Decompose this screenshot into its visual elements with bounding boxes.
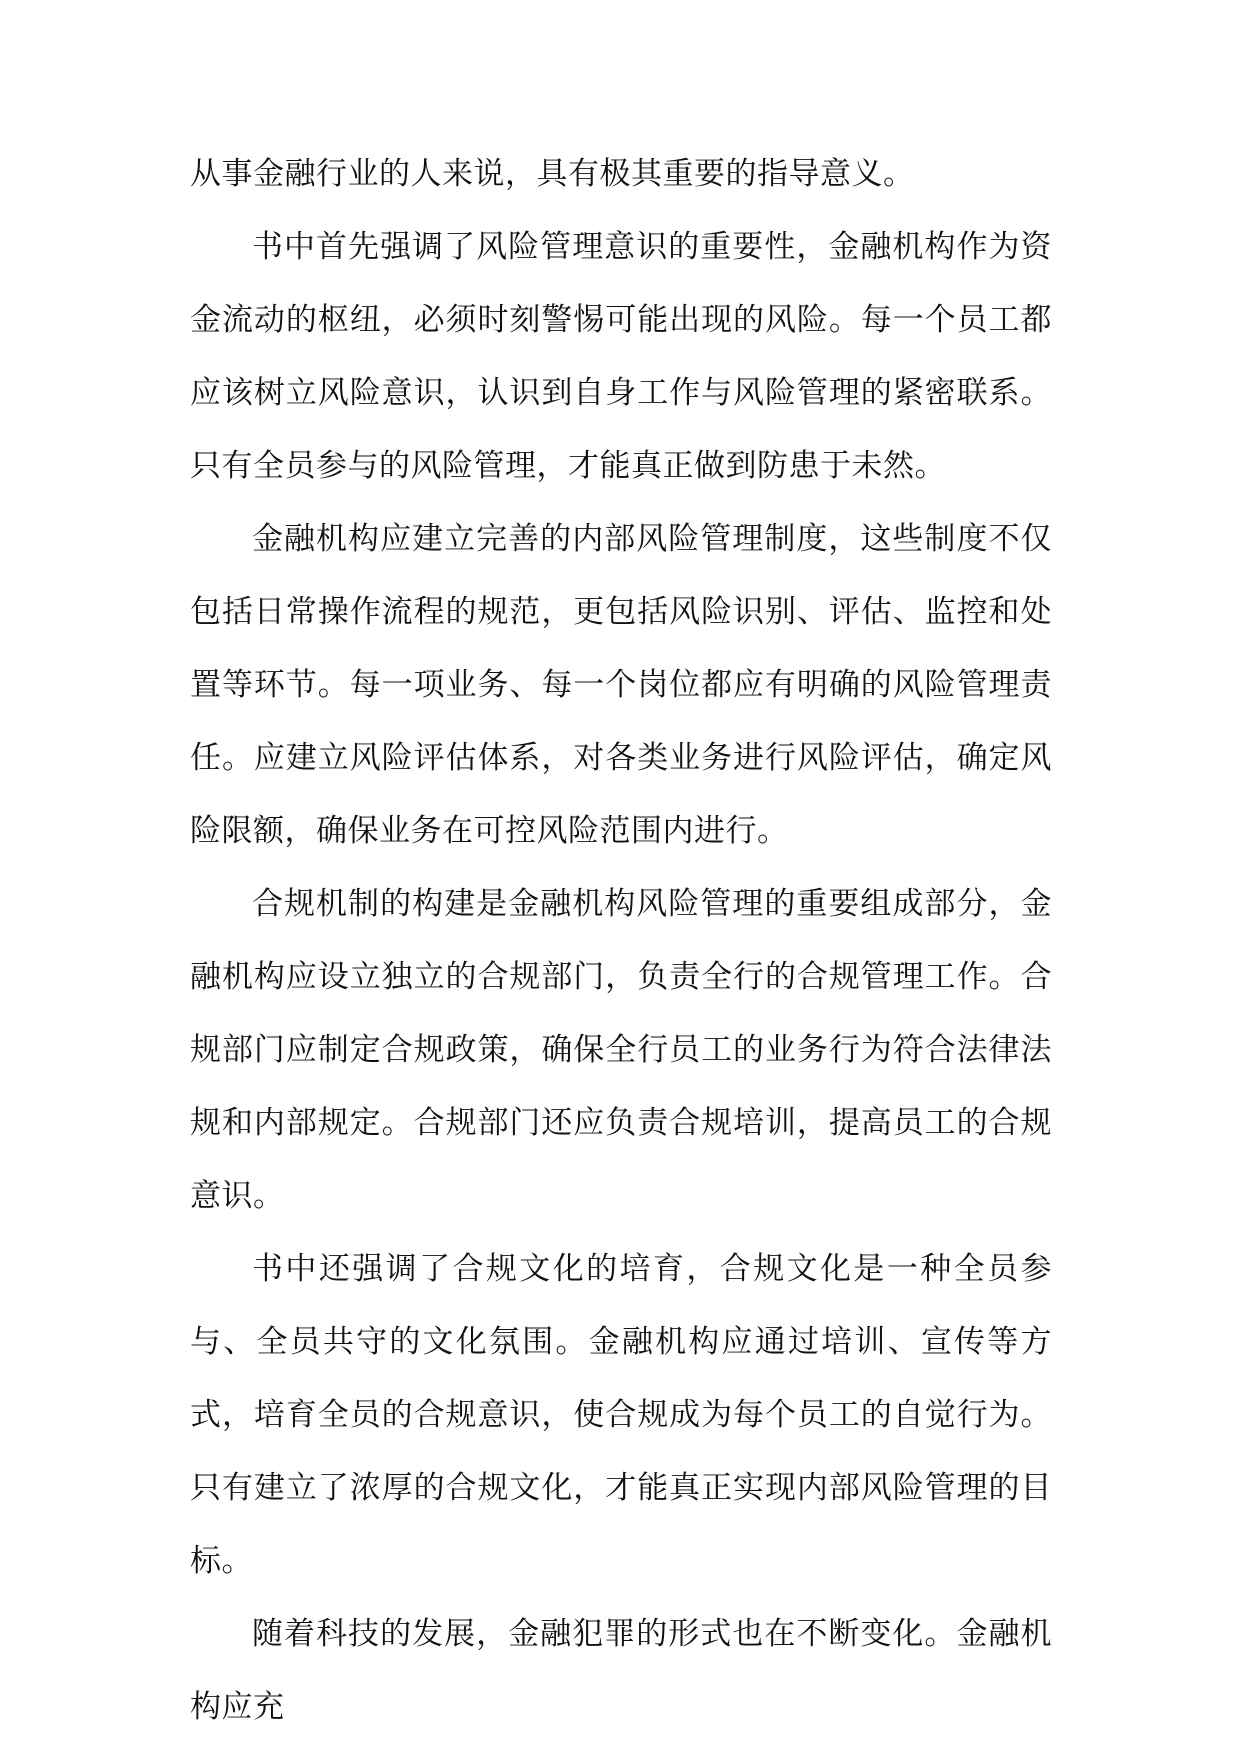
- paragraph-internal-controls: 金融机构应建立完善的内部风险管理制度，这些制度不仅包括日常操作流程的规范，更包括风险识别、评估、监控和处置等环节。每一项业务、每一个岗位都应有明确的风险管理责任。应建立风险评估体系，对各类业务进行风险评估，确定风险限额，确保业务在可控风险范围内进行。: [190, 521, 1052, 849]
- paragraph-technology: 随着科技的发展，金融犯罪的形式也在不断变化。金融机构应充: [190, 1616, 1052, 1725]
- paragraph-compliance-mechanism: 合规机制的构建是金融机构风险管理的重要组成部分，金融机构应设立独立的合规部门，负责全行的合规管理工作。合规部门应制定合规政策，确保全行员工的业务行为符合法律法规和内部规定。合规部门还应负责合规培训，提高员工的合规意识。: [190, 886, 1052, 1214]
- paragraph-continuation: 从事金融行业的人来说，具有极其重要的指导意义。: [190, 156, 915, 192]
- document-page: [190, 138, 1052, 1744]
- paragraph-compliance-culture: 书中还强调了合规文化的培育，合规文化是一种全员参与、全员共守的文化氛围。金融机构应通过培训、宣传等方式，培育全员的合规意识，使合规成为每个员工的自觉行为。只有建立了浓厚的合规文化，才能真正实现内部风险管理的目标。: [190, 1251, 1052, 1579]
- paragraph-risk-awareness: 书中首先强调了风险管理意识的重要性，金融机构作为资金流动的枢纽，必须时刻警惕可能出现的风险。每一个员工都应该树立风险意识，认识到自身工作与风险管理的紧密联系。只有全员参与的风险管理，才能真正做到防患于未然。: [190, 229, 1052, 484]
